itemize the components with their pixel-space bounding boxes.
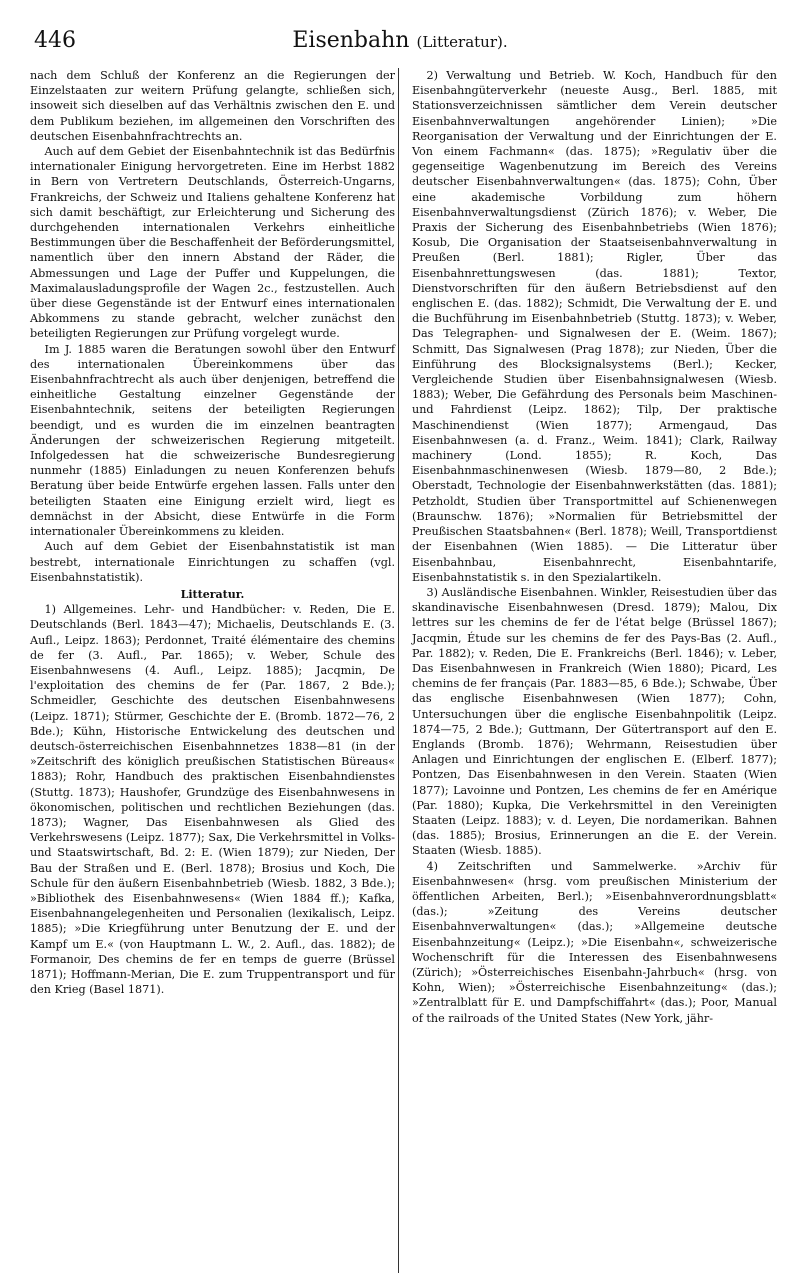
running-title: Eisenbahn — [292, 28, 410, 53]
running-head — [20, 28, 780, 53]
bibliography-paragraph: 1) Allgemeines. Lehr- und Handbücher: v. Reden, Die E. Deutschlands (Berl. 1843—47); Michaelis, Deutschlands E. (3. Aufl., Leipz. 1863); Perdonnet, Traité élémentaire des chemins de fer (3. Aufl., Par. 1865); v. Weber, Schule des Eisenbahnwesens (4. Aufl., Leipz. 1885); Jacqmin, De l'exploitation des chemins de fer (Par. 1867, 2 Bde.); Schmeidler, Geschichte des deutschen Eisenbahnwesens (Leipz. 1871); Stürmer, Geschichte der E. (Bromb. 1872—76, 2 Bde.); Kühn, Historische Entwickelung des deutschen und deutsch-österreichischen Eisenbahnnetzes 1838—81 (in der »Zeitschrift des königlich preußischen Statistischen Büreaus« 1883); Rohr, Handbuch des praktischen Eisenbahndienstes (Stuttg. 1873); Haushofer, Grundzüge des Eisenbahnwesens in ökonomischen, politischen und rechtlichen Beziehungen (das. 1873); Wagner, Das Eisenbahnwesen als Glied des Verkehrswesens (Leipz. 1877); Sax, Die Verkehrsmittel in Volks- und Staatswirtschaft, Bd. 2: E. (Wien 1879); zur Nieden, Der Bau der Straßen und E. (Berl. 1878); Brosius und Koch, Die Schule für den äußern Eisenbahnbetrieb (Wiesb. 1882, 3 Bde.); »Bibliothek des Eisenbahnwesens« (Wien 1884 ff.); Kafka, Eisenbahnangelegenheiten und Personalien (lexikalisch, Leipz. 1885); »Die Kriegführung unter Benutzung der E. und der Kampf um E.« (von Hauptmann L. W., 2. Aufl., das. 1882); de Formanoir, Des chemins de fer en temps de guerre (Brüssel 1871); Hoffmann-Merian, Die E. zum Truppentransport und für den Krieg (Basel 1871). — [30, 603, 395, 997]
column-divider — [398, 68, 399, 1273]
bibliography-paragraph: 2) Verwaltung und Betrieb. W. Koch, Handbuch für den Eisenbahngüterverkehr (neueste Ausg., Berl. 1885, mit Stationsverzeichnissen sämtlicher dem Verein deutscher Eisenbahnverwaltungen angehörender Linien); »Die Reorganisation der Verwaltung und der Einrichtungen der E. Von einem Fachmann« (das. 1875); »Regulativ über die gegenseitige Wagenbenutzung im Bereich des Vereins deutscher Eisenbahnverwaltungen« (das. 1875); Cohn, Über eine akademische Vorbildung zum höhern Eisenbahnverwaltungsdienst (Zürich 1876); v. Weber, Die Praxis der Sicherung des Eisenbahnbetriebs (Wien 1876); Kosub, Die Organisation der Staatseisenbahnverwaltung in Preußen (Berl. 1881); Rigler, Über das Eisenbahnrettungswesen (das. 1881); Textor, Dienstvorschriften für den äußern Betriebsdienst auf den englischen E. (das. 1882); Schmidt, Die Verwaltung der E. und die Buchführung im Eisenbahnbetrieb (Stuttg. 1873); v. Weber, Das Telegraphen- und Signalwesen der E. (Weim. 1867); Schmitt, Das Signalwesen (Prag 1878); zur Nieden, Über die Einführung des Blocksignalsystems (Berl.); Kecker, Vergleichende Studien über Eisenbahnsignalwesen (Wiesb. 1883); Weber, Die Gefährdung des Personals beim Maschinen- und Fahrdienst (Leipz. 1862); Tilp, Der praktische Maschinendienst (Wien 1877); Armengaud, Das Eisenbahnwesen (a. d. Franz., Weim. 1841); Clark, Railway machinery (Lond. 1855); R. Koch, Das Eisenbahnmaschinenwesen (Wiesb. 1879—80, 2 Bde.); Oberstadt, Technologie der Eisenbahnwerkstätten (das. 1881); Petzholdt, Studien über Transportmittel auf Schienenwegen (Braunschw. 1876); »Normalien für Betriebsmittel der Preußischen Staatsbahnen« (Berl. 1878); Weill, Transportdienst der Eisenbahnen (Wien 1885). — Die Litteratur über Eisenbahnbau, Eisenbahnrecht, Eisenbahntarife, Eisenbahnstatistik s. in den Spezialartikeln. — [412, 69, 777, 584]
paragraph: nach dem Schluß der Konferenz an die Regierungen der Einzelstaaten zur weitern Prüfung gelangte, schließen sich, insoweit sich dieselben auf das Verhältnis zwischen den E. und dem Publikum beziehen, im allgemeinen den Vorschriften des deutschen Eisenbahnfrachtrechts an. — [30, 69, 395, 143]
paragraph: Auch auf dem Gebiet der Eisenbahnstatistik ist man bestrebt, internationale Einrichtungen zu schaffen (vgl. Eisenbahnstatistik). — [30, 540, 395, 584]
running-subtitle: (Litteratur). — [416, 33, 508, 51]
left-column — [30, 68, 395, 997]
paragraph: Im J. 1885 waren die Beratungen sowohl über den Entwurf des internationalen Übereinkommens über das Eisenbahnfrachtrecht als auch über denjenigen, betreffend die einheitliche Gestaltung einzelner Gegenstände der Eisenbahntechnik, seitens der beteiligten Regierungen beendigt, und es wurden die im einzelnen beantragten Änderungen der schweizerischen Regierung mitgeteilt. Infolgedessen hat die schweizerische Bundesregierung nunmehr (1885) Einladungen zu neuen Konferenzen behufs Beratung über beide Entwürfe ergehen lassen. Falls unter den beteiligten Staaten eine Einigung erzielt wird, liegt es demnächst in der Absicht, diese Entwürfe in die Form internationaler Übereinkommens zu kleiden. — [30, 342, 395, 539]
page-number: 446 — [34, 28, 76, 53]
page-header — [20, 28, 780, 62]
right-column — [412, 68, 777, 1026]
bibliography-paragraph: 4) Zeitschriften und Sammelwerke. »Archiv für Eisenbahnwesen« (hrsg. vom preußischen Ministerium der öffentlichen Arbeiten, Berl.); »Eisenbahnverordnungsblatt« (das.); »Zeitung des Vereins deutscher Eisenbahnverwaltungen« (das.); »Allgemeine deutsche Eisenbahnzeitung« (Leipz.); »Die Eisenbahn«, schweizerische Wochenschrift für die Interessen des Eisenbahnwesens (Zürich); »Österreichisches Eisenbahn-Jahrbuch« (hrsg. von Kohn, Wien); »Österreichische Eisenbahnzeitung« (das.); »Zentralblatt für E. und Dampfschiffahrt« (das.); Poor, Manual of the railroads of the United States (New York, jähr- — [412, 859, 777, 1025]
paragraph: Auch auf dem Gebiet der Eisenbahntechnik ist das Bedürfnis internationaler Einigung hervorgetreten. Eine im Herbst 1882 in Bern von Vertretern Deutschlands, Österreich-Ungarns, Frankreichs, der Schweiz und Italiens gehaltene Konferenz hat sich damit beschäftigt, zur Erleichterung und Sicherung des durchgehenden internationalen Verkehrs einheitliche Bestimmungen über die Beschaffenheit der Beförderungsmittel, namentlich über den innern Abstand der Räder, die Abmessungen und Lage der Puffer und Kuppelungen, die Maximalausladungsprofile der Wagen 2c., festzustellen. Auch über diese Gegenstände ist der Entwurf eines internationalen Abkommens zu stande gebracht, welcher zunächst den beteiligten Regierungen zur Prüfung vorgelegt wurde. — [30, 145, 395, 341]
section-heading: Litteratur. — [180, 587, 245, 601]
bibliography-paragraph: 3) Ausländische Eisenbahnen. Winkler, Reisestudien über das skandinavische Eisenbahnwesen (Dresd. 1879); Malou, Dix lettres sur les chemins de fer de l'état belge (Brüssel 1867); Jacqmin, Étude sur les chemins de fer des Pays-Bas (2. Aufl., Par. 1882); v. Reden, Die E. Frankreichs (Berl. 1846); v. Leber, Das Eisenbahnwesen in Frankreich (Wien 1880); Picard, Les chemins de fer français (Par. 1883—85, 6 Bde.); Schwabe, Über das englische Eisenbahnwesen (Wien 1877); Cohn, Untersuchungen über die englische Eisenbahnpolitik (Leipz. 1874—75, 2 Bde.); Guttmann, Der Gütertransport auf den E. Englands (Bromb. 1876); Wehrmann, Reisestudien über Anlagen und Einrichtungen der englischen E. (Elberf. 1877); Pontzen, Das Eisenbahnwesen in den Verein. Staaten (Wien 1877); Lavoinne und Pontzen, Les chemins de fer en Amérique (Par. 1880); Kupka, Die Verkehrsmittel in den Vereinigten Staaten (Leipz. 1883); v. d. Leyen, Die nordamerikan. Bahnen (das. 1885); Brosius, Erinnerungen an die E. der Verein. Staaten (Wiesb. 1885). — [412, 585, 777, 858]
